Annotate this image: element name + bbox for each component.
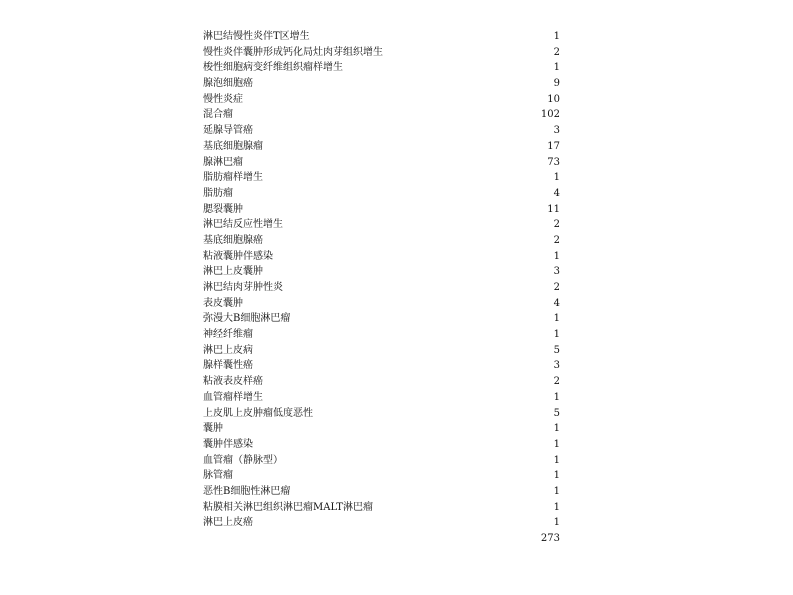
table-row xyxy=(203,296,560,312)
diagnosis-name: 淋巴上皮囊肿 xyxy=(203,266,263,278)
diagnosis-name: 囊肿 xyxy=(203,423,223,435)
diagnosis-count: 1 xyxy=(553,62,560,74)
table-row xyxy=(203,170,560,186)
diagnosis-count: 2 xyxy=(553,376,560,388)
diagnosis-count: 3 xyxy=(553,360,560,372)
table-row xyxy=(203,249,560,265)
table-row xyxy=(203,123,560,139)
total-count: 273 xyxy=(540,533,560,544)
table-row xyxy=(203,155,560,171)
table-row xyxy=(203,233,560,249)
diagnosis-count: 1 xyxy=(553,501,560,513)
table-row xyxy=(203,29,560,45)
diagnosis-count: 2 xyxy=(553,234,560,246)
table-row xyxy=(203,45,560,61)
diagnosis-name: 上皮肌上皮肿瘤低度恶性 xyxy=(203,407,313,419)
diagnosis-count: 1 xyxy=(553,31,560,42)
diagnosis-count: 5 xyxy=(553,344,560,356)
diagnosis-name: 囊肿伴感染 xyxy=(203,438,253,450)
diagnosis-name: 粘膜相关淋巴组织淋巴瘤MALT淋巴瘤 xyxy=(203,501,373,513)
diagnosis-count: 1 xyxy=(553,517,560,529)
diagnosis-name: 延腺导管癌 xyxy=(203,125,253,137)
diagnosis-count: 5 xyxy=(553,407,560,419)
diagnosis-name: 淋巴上皮癌 xyxy=(203,517,253,529)
total-row xyxy=(203,531,560,547)
diagnosis-count: 17 xyxy=(547,140,560,152)
table-row xyxy=(203,139,560,155)
diagnosis-count: 73 xyxy=(547,156,560,168)
table-row xyxy=(203,406,560,422)
table-row xyxy=(203,468,560,484)
table-row xyxy=(203,264,560,280)
diagnosis-name: 慢性炎症 xyxy=(203,93,243,105)
diagnosis-name: 慢性炎伴囊肿形成钙化局灶肉芽组织增生 xyxy=(203,46,383,58)
diagnosis-count: 4 xyxy=(553,297,560,309)
diagnosis-count: 2 xyxy=(553,219,560,231)
diagnosis-name: 梭性细胞病变纤维组织瘤样增生 xyxy=(203,62,343,74)
diagnosis-name: 腺泡细胞癌 xyxy=(203,78,253,90)
diagnosis-name: 血管瘤（静脉型） xyxy=(203,454,283,466)
diagnosis-count-table xyxy=(203,29,560,547)
diagnosis-name: 弥漫大B细胞淋巴瘤 xyxy=(203,313,291,325)
table-row xyxy=(203,217,560,233)
diagnosis-count: 3 xyxy=(553,125,560,137)
diagnosis-count: 11 xyxy=(547,203,560,215)
diagnosis-name: 神经纤维瘤 xyxy=(203,329,253,341)
table-row xyxy=(203,311,560,327)
table-row xyxy=(203,202,560,218)
diagnosis-count: 1 xyxy=(553,470,560,482)
diagnosis-name: 基底细胞腺癌 xyxy=(203,234,263,246)
diagnosis-name: 淋巴结肉芽肿性炎 xyxy=(203,282,283,293)
table-row xyxy=(203,390,560,406)
diagnosis-count: 1 xyxy=(553,485,560,497)
diagnosis-count: 9 xyxy=(553,78,560,90)
diagnosis-count: 1 xyxy=(553,391,560,403)
diagnosis-count: 1 xyxy=(553,438,560,450)
diagnosis-name: 血管瘤样增生 xyxy=(203,391,263,403)
diagnosis-name: 脂肪瘤样增生 xyxy=(203,172,263,184)
diagnosis-name: 粘液囊肿伴感染 xyxy=(203,250,273,262)
diagnosis-name: 恶性B细胞性淋巴瘤 xyxy=(203,485,291,497)
diagnosis-count: 10 xyxy=(547,93,560,105)
diagnosis-name: 腺样囊性癌 xyxy=(203,360,253,372)
diagnosis-name: 脉管瘤 xyxy=(203,470,233,482)
diagnosis-count: 102 xyxy=(540,109,560,121)
diagnosis-name: 表皮囊肿 xyxy=(203,297,243,309)
diagnosis-count: 2 xyxy=(553,46,560,58)
diagnosis-count: 2 xyxy=(553,282,560,293)
table-row xyxy=(203,437,560,453)
table-row xyxy=(203,92,560,108)
table-row xyxy=(203,484,560,500)
diagnosis-name: 腺淋巴瘤 xyxy=(203,156,243,168)
table-row xyxy=(203,327,560,343)
diagnosis-count: 1 xyxy=(553,329,560,341)
table-row xyxy=(203,343,560,359)
diagnosis-name: 淋巴结慢性炎伴T区增生 xyxy=(203,31,310,42)
table-row xyxy=(203,374,560,390)
table-row xyxy=(203,280,560,296)
diagnosis-name: 混合瘤 xyxy=(203,109,233,121)
diagnosis-name: 粘液表皮样癌 xyxy=(203,376,263,388)
diagnosis-count: 1 xyxy=(553,172,560,184)
diagnosis-count: 1 xyxy=(553,250,560,262)
diagnosis-name: 基底细胞腺瘤 xyxy=(203,140,263,152)
diagnosis-name: 淋巴上皮病 xyxy=(203,344,253,356)
table-row xyxy=(203,500,560,516)
diagnosis-count: 3 xyxy=(553,266,560,278)
table-row xyxy=(203,453,560,469)
table-row xyxy=(203,358,560,374)
table-row xyxy=(203,186,560,202)
diagnosis-count: 4 xyxy=(553,187,560,199)
diagnosis-name: 腮裂囊肿 xyxy=(203,203,243,215)
diagnosis-name: 脂肪瘤 xyxy=(203,187,233,199)
table-row xyxy=(203,107,560,123)
diagnosis-count: 1 xyxy=(553,423,560,435)
diagnosis-count: 1 xyxy=(553,454,560,466)
diagnosis-count: 1 xyxy=(553,313,560,325)
diagnosis-name: 淋巴结反应性增生 xyxy=(203,219,283,231)
table-row xyxy=(203,60,560,76)
table-row xyxy=(203,421,560,437)
table-row xyxy=(203,76,560,92)
table-row xyxy=(203,515,560,531)
